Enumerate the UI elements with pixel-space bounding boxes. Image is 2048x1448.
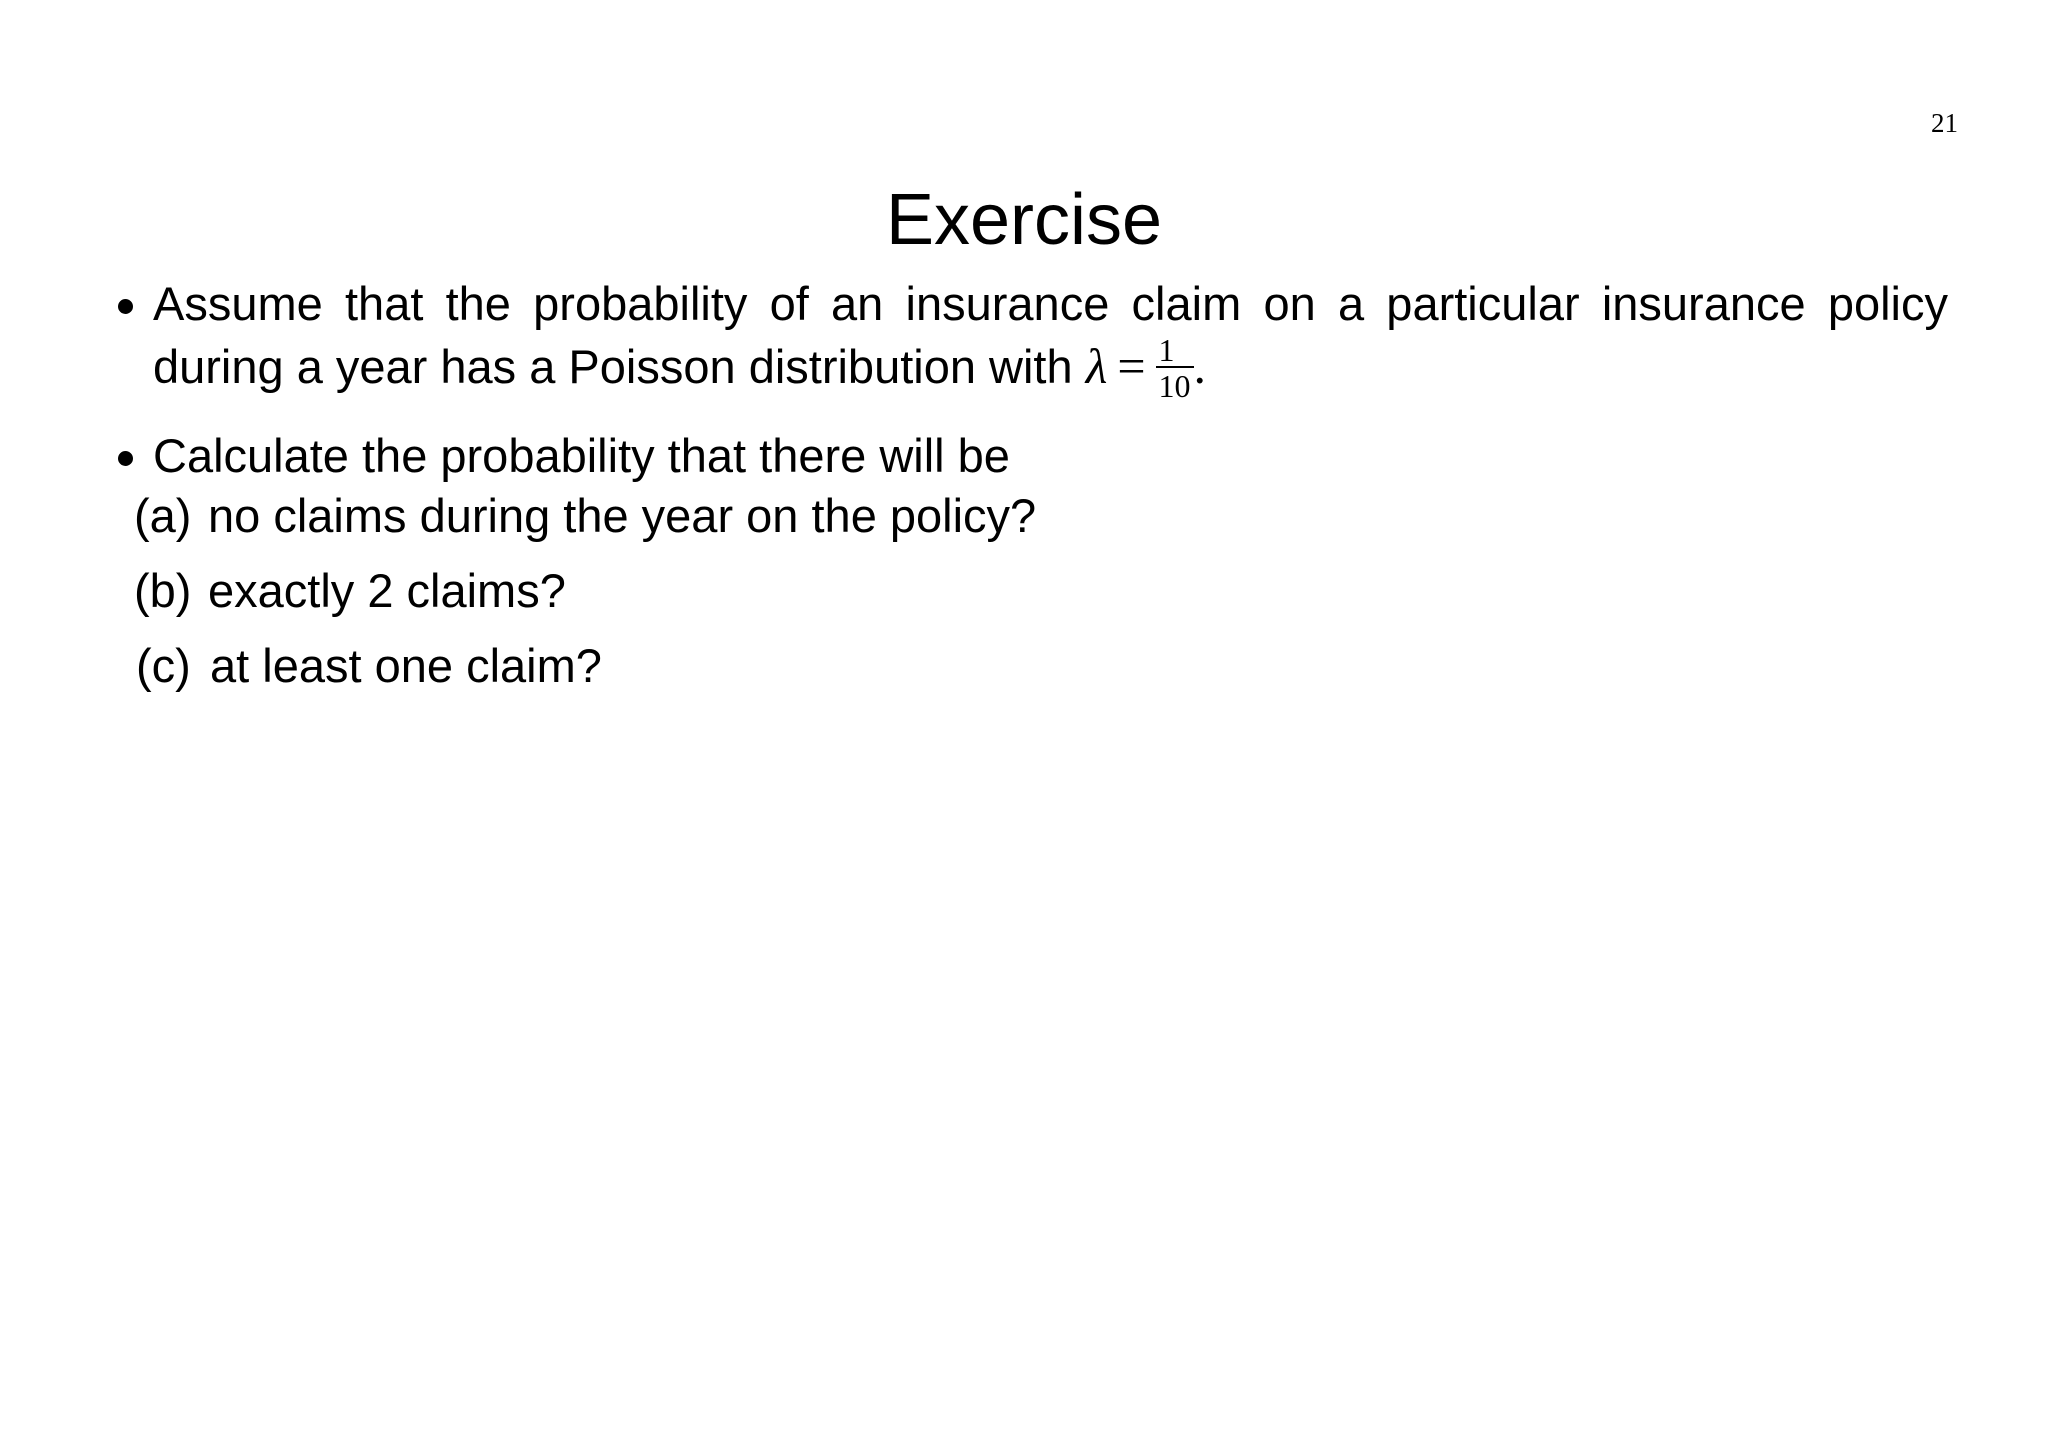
fraction-numerator: 1 [1158,332,1175,368]
slide-content [110,274,1948,711]
trailing-period: . [1193,338,1207,394]
fraction-denominator: 10 [1156,366,1194,402]
subitem-label: (a) [134,489,192,542]
bullet-icon [118,451,133,466]
subitem-b [110,561,1948,621]
slide-title: Exercise [885,180,1163,260]
subitem-text: no claims during the year on the policy? [208,489,1037,542]
lambda-symbol: λ [1085,338,1108,394]
equals-sign: = [1117,338,1146,394]
subitem-text: at least one claim? [210,639,602,692]
bullet-icon [118,299,133,314]
fraction [1156,334,1194,402]
assumption-text: Assume that the probability of an insurance claim on a particular insurance policy during a year has a Poisson distribution with [153,277,1948,393]
question-text: Calculate the probability that there will be [153,429,1010,482]
subitem-text: exactly 2 claims? [208,564,566,617]
page-number: 21 [1931,108,1958,138]
subitem-label: (b) [134,564,192,617]
subitem-a [110,486,1948,546]
subitem-list [110,486,1948,696]
subitem-label: (c) [136,639,191,692]
bullet-item-assumption [110,274,1948,402]
bullet-item-question [110,426,1948,486]
subitem-c [110,636,1948,696]
